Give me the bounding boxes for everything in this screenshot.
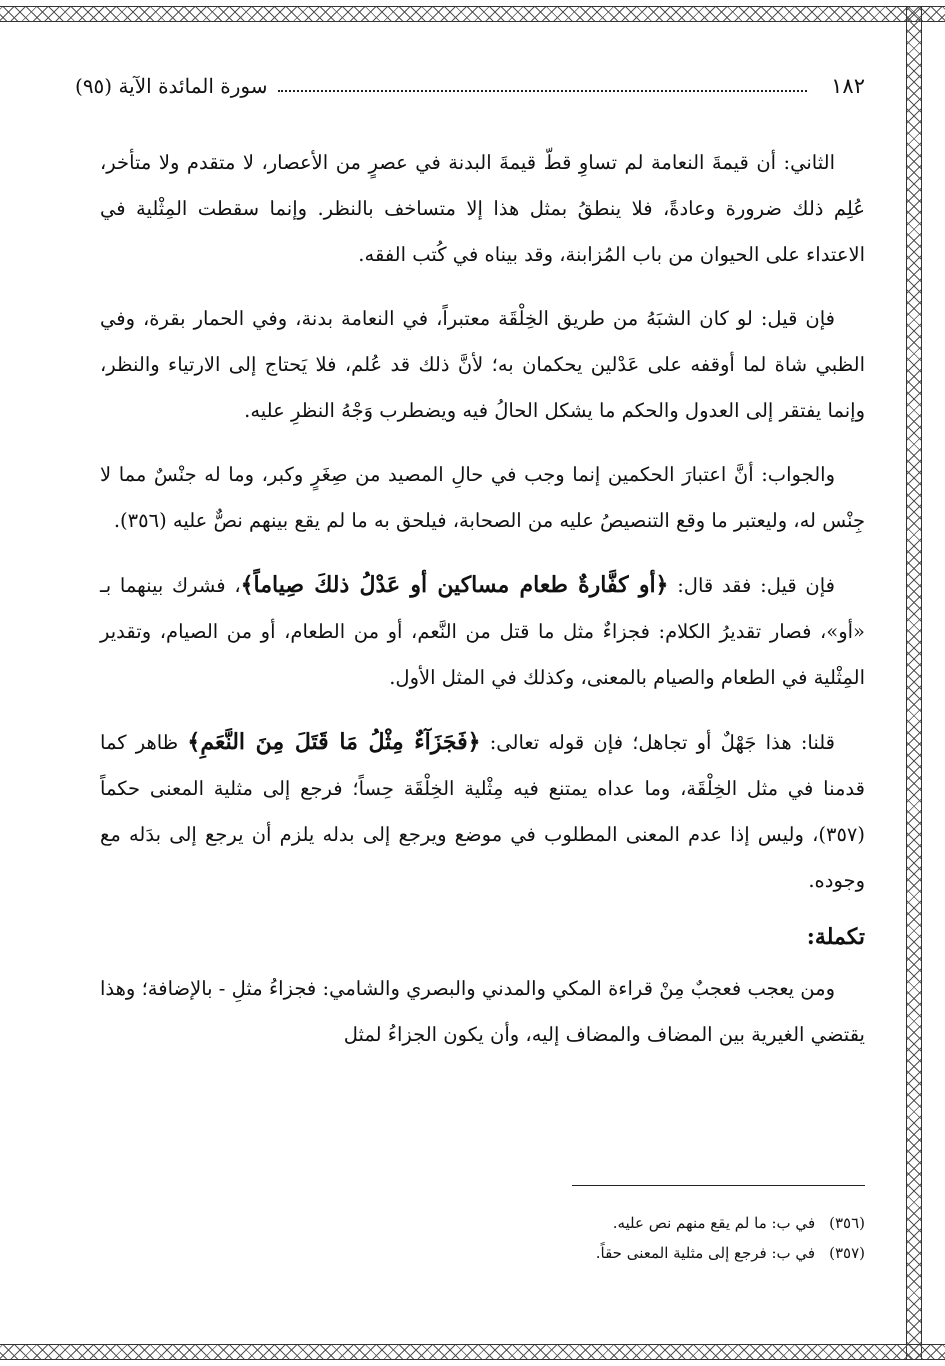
footnote-divider bbox=[572, 1185, 865, 1186]
decorative-border-right bbox=[906, 6, 922, 1360]
section-heading: تكملة: bbox=[806, 924, 865, 950]
paragraph: والجواب: أنَّ اعتبارَ الحكمين إنما وجب في حالِ المصيد من صِغَرٍ وكبر، وما له جنْسٌ مما لا جِنْس له، وليعتبر ما وقع التنصيصُ عليه من الصحابة، فيلحق به ما لم يقع بينهم نصٌّ عليه (٣٥٦). bbox=[100, 463, 865, 532]
footnote-text: في ب: فرجع إلى مثلية المعنى حقاً. bbox=[595, 1244, 816, 1262]
paragraph bbox=[100, 562, 865, 701]
decorative-border-bottom bbox=[0, 1344, 945, 1360]
paragraph: فإن قيل: لو كان الشبَهُ من طريق الخِلْقَة معتبراً، في النعامة بدنة، وفي الحمار بقرة، وفي الظبي شاة لما أوقفه على عَدْلين يحكمان به؛ لأنَّ ذلك قد عُلم، فلا يَحتاج إلى الارتياء والنظر، وإنما يفتقر إلى العدول والحكم ما يشكل الحالُ فيه ويضطرب وَجْهُ النظرِ عليه. bbox=[100, 307, 865, 422]
running-header bbox=[75, 68, 865, 104]
paragraph: الثاني: أن قيمةَ النعامة لم تساوِ قطّ قيمةَ البدنة في عصرٍ من الأعصار، لا متقدم ولا متأخر، عُلِم ذلك ضرورة وعادةً، فلا ينطقُ بمثل هذا إلا متساخف بالنظر. وإنما سقطت المِثْلية في الاعتداء على الحيوان من باب المُزابنة، وقد بيناه في كُتب الفقه. bbox=[100, 151, 865, 266]
paragraph-rest: ، فشرك بينهما بـ «أو»، فصار تقديرُ الكلام: فجزاءٌ مثل ما قتل من النَّعم، أو من الطعام، أو من الصيام، وتقدير المِثْلية في الطعام والصيام بالمعنى، وكذلك في المثل الأول. bbox=[100, 574, 865, 689]
paragraph-lead: قلنا: هذا جَهْلٌ أو تجاهل؛ فإن قوله تعالى: bbox=[480, 731, 835, 754]
paragraph-rest: ظاهر كما قدمنا في مثل الخِلْقَة، وما عداه يمتنع فيه مِثْلية الخِلْقَة حِساً؛ فرجع إلى مثلية المعنى حكماً (٣٥٧)، وليس إذا عدم المعنى المطلوب في موضع ويرجع إلى بدله يلزم أن يرجع إلى بدَله مع وجوده. bbox=[100, 731, 865, 892]
body-text bbox=[100, 140, 865, 1064]
footnote-text: في ب: ما لم يقع منهم نص عليه. bbox=[612, 1214, 816, 1232]
decorative-border-top bbox=[0, 6, 945, 22]
paragraph bbox=[100, 719, 865, 904]
footnotes bbox=[400, 1208, 865, 1268]
surah-title: سورة المائدة الآية (٩٥) bbox=[75, 74, 268, 98]
page-number: ١٨٢ bbox=[831, 74, 865, 98]
footnote-number: (٣٥٦) bbox=[829, 1214, 865, 1232]
quran-quote: ﴿أو كفَّارةٌ طعام مساكين أو عَدْلُ ذلكَ صِياماً﴾ bbox=[240, 572, 669, 598]
paragraph-lead: فإن قيل: فقد قال: bbox=[668, 574, 835, 597]
paragraph: ومن يعجب فعجبٌ مِنْ قراءة المكي والمدني والبصري والشامي: فجزاءُ مثلِ - بالإضافة؛ وهذا يقتضي الغيرية بين المضاف والمضاف إليه، وأن يكون الجزاءُ لمثل bbox=[100, 977, 865, 1046]
footnote bbox=[400, 1238, 865, 1268]
header-dot-leader bbox=[278, 90, 808, 92]
footnote-number: (٣٥٧) bbox=[829, 1244, 865, 1262]
footnote bbox=[400, 1208, 865, 1238]
quran-quote: ﴿فَجَزَآءٌ مِثْلُ مَا قَتَلَ مِنَ النَّعَمِ﴾ bbox=[187, 729, 481, 755]
